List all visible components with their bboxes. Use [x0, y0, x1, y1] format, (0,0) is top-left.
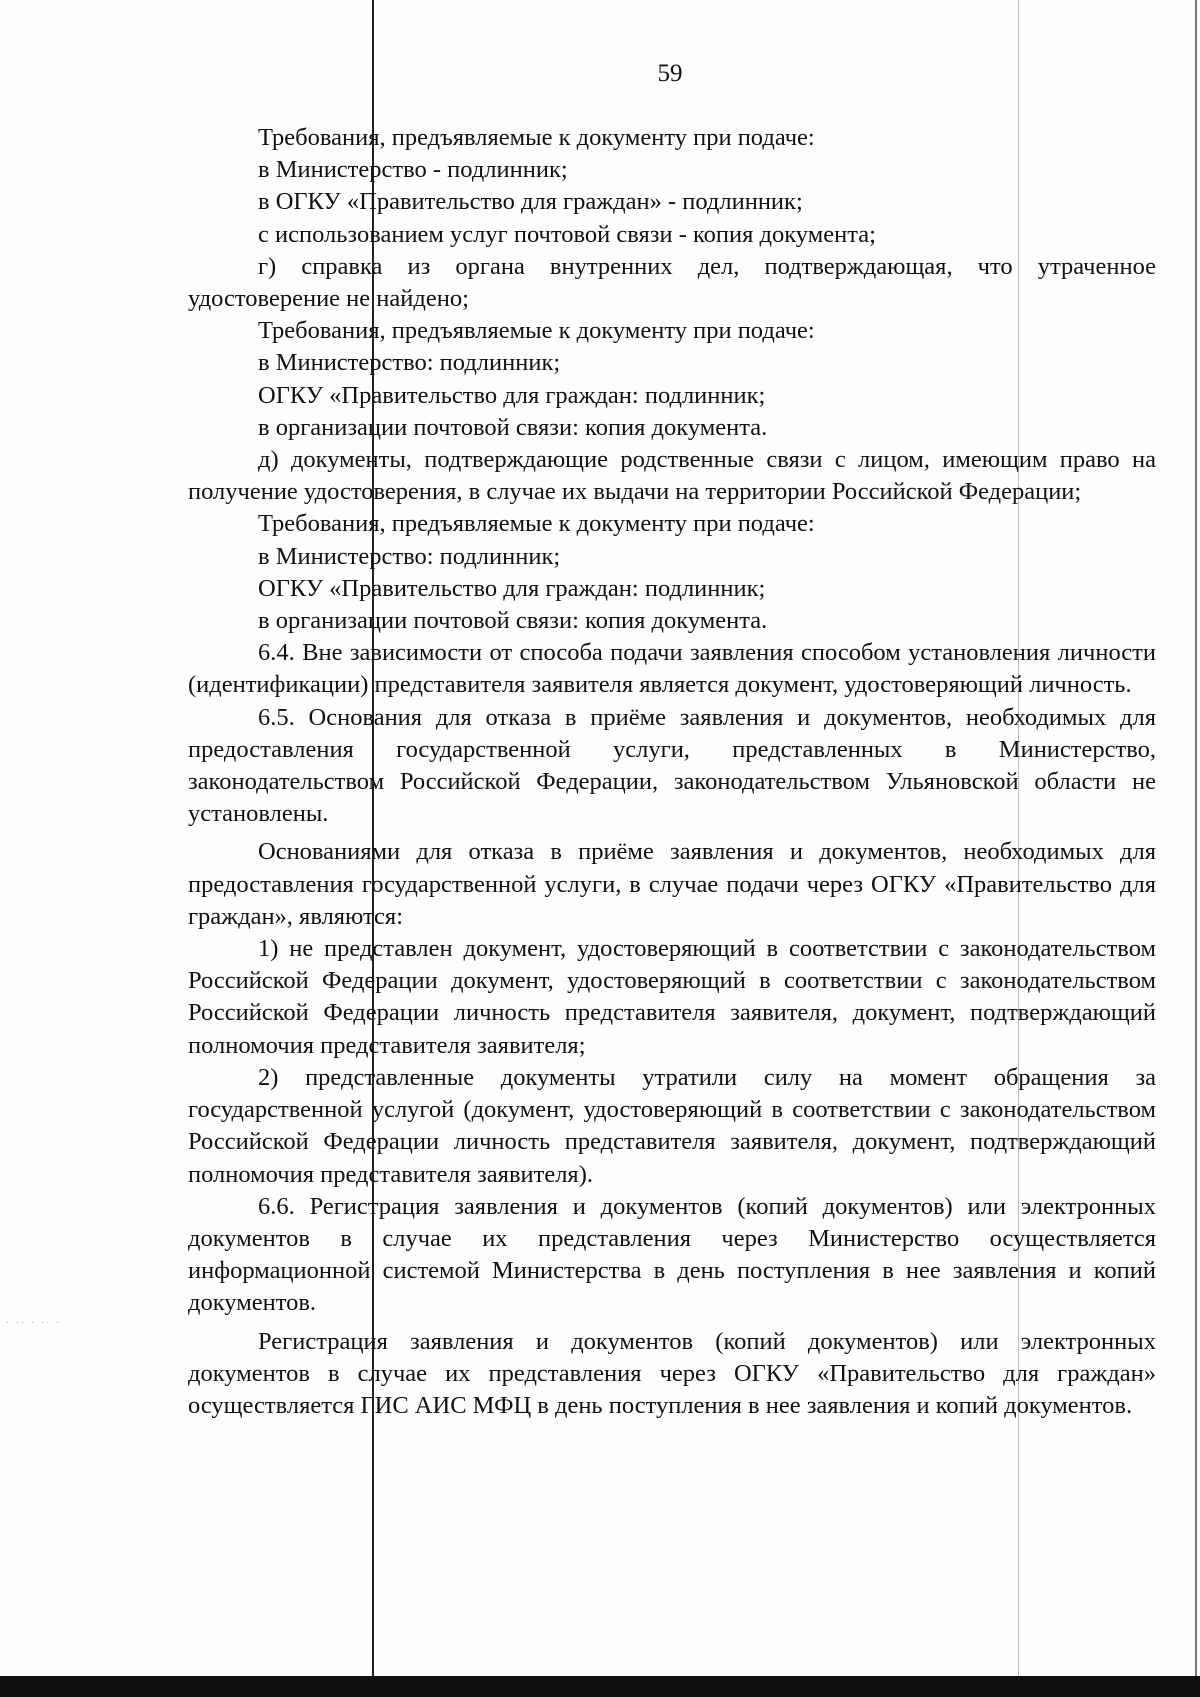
- paragraph: 6.5. Основания для отказа в приёме заявления и документов, необходимых для предоставления государственной услуги, представленных в Министерство, законодательством Российской Федерации, законодательством Ульяновской области не установлены.: [188, 703, 1156, 828]
- paragraph: в ОГКУ «Правительство для граждан» - подлинник;: [258, 188, 803, 216]
- paragraph: в организации почтовой связи: копия документа.: [258, 607, 768, 635]
- scan-bottom-edge: [0, 1676, 1200, 1697]
- page-number: 59: [657, 60, 683, 87]
- paragraph: Регистрация заявления и документов (копий документов) или электронных документов в случае их представления через ОГКУ «Правительство для граждан» осуществляется ГИС АИС МФЦ в день поступления в нее заявления и копий документов.: [188, 1327, 1156, 1419]
- paragraph: 2) представленные документы утратили силу на момент обращения за государственной услугой (документ, удостоверяющий в соответствии с законодательством Российской Федерации личность представителя заявителя, документ, подтверждающий полномочия представителя заявителя).: [188, 1063, 1156, 1188]
- paragraph: ОГКУ «Правительство для граждан: подлинник;: [258, 381, 766, 409]
- paragraph: ОГКУ «Правительство для граждан: подлинник;: [258, 574, 766, 602]
- paragraph: 6.4. Вне зависимости от способа подачи заявления способом установления личности (идентификации) представителя заявителя является документ, удостоверяющий личность.: [188, 639, 1156, 699]
- scan-artifact-line: [1195, 0, 1197, 1697]
- paragraph: в организации почтовой связи: копия документа.: [258, 413, 768, 441]
- paragraph: 1) не представлен документ, удостоверяющий в соответствии с законодательством Российской Федерации документ, удостоверяющий в соответствии с законодательством Российской Федерации личность представителя заявителя, документ, подтверждающий полномочия представителя заявителя;: [188, 935, 1156, 1059]
- paragraph: в Министерство - подлинник;: [258, 156, 568, 184]
- scan-noise: · ·· · ·· ·: [6, 1318, 62, 1329]
- paragraph: Требования, предъявляемые к документу при подаче:: [258, 510, 815, 538]
- paragraph: Требования, предъявляемые к документу при подаче:: [258, 317, 815, 345]
- paragraph: в Министерство: подлинник;: [258, 542, 561, 570]
- paragraph: в Министерство: подлинник;: [258, 349, 561, 377]
- paragraph: г) справка из органа внутренних дел, подтверждающая, что утраченное удостоверение не найдено;: [188, 252, 1156, 313]
- paragraph: 6.6. Регистрация заявления и документов (копий документов) или электронных документов в случае их представления через Министерство осуществляется информационной системой Министерства в день поступления в нее заявления и копий документов.: [188, 1192, 1156, 1317]
- paragraph: Требования, предъявляемые к документу при подаче:: [258, 124, 815, 151]
- document-body: [188, 122, 1156, 1422]
- paragraph: Основаниями для отказа в приёме заявления и документов, необходимых для предоставления государственной услуги, в случае подачи через ОГКУ «Правительство для граждан», являются:: [188, 838, 1156, 930]
- paragraph: с использованием услуг почтовой связи - копия документа;: [258, 220, 876, 248]
- paragraph: д) документы, подтверждающие родственные связи с лицом, имеющим право на получение удостоверения, в случае их выдачи на территории Российской Федерации;: [188, 446, 1156, 506]
